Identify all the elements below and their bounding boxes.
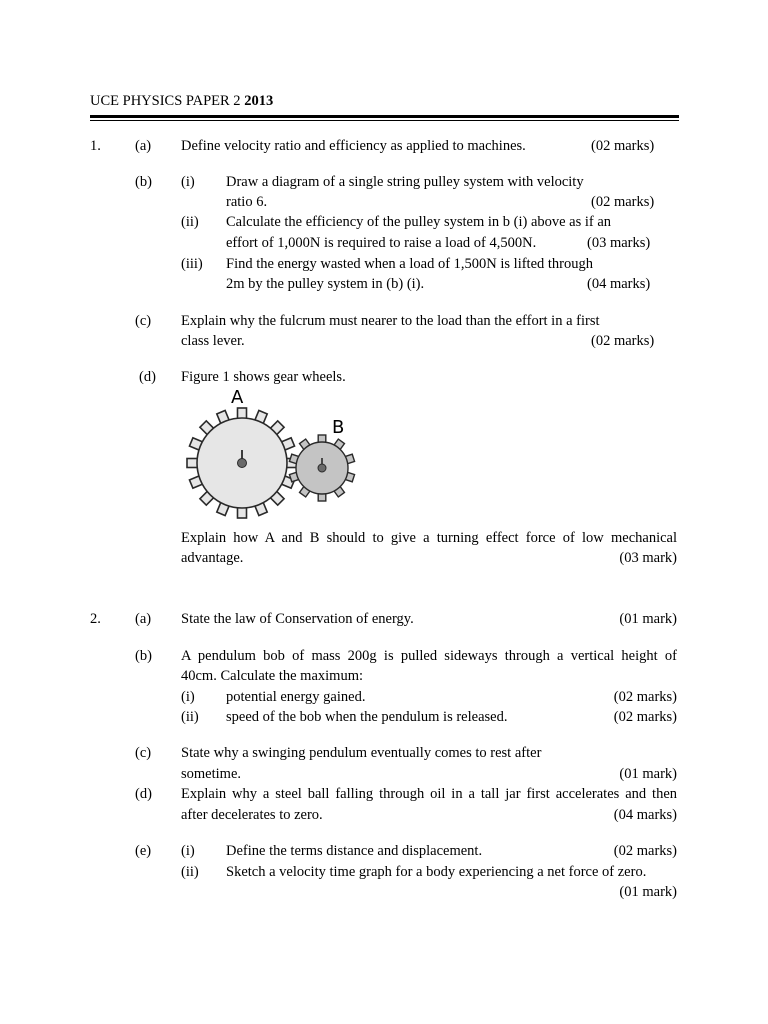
q2c-line2: sometime. [181, 766, 242, 782]
q1a-text: Define velocity ratio and efficiency as applied to machines. [181, 138, 526, 154]
q2d-line2: after decelerates to zero. [181, 807, 323, 823]
q1b-label: (b) [135, 174, 152, 190]
q2d-label: (d) [135, 786, 152, 802]
q1d-label: (d) [139, 369, 156, 385]
q2ei-text: Define the terms distance and displacement. [226, 843, 483, 859]
q1-number: 1. [90, 138, 101, 154]
q2b-label: (b) [135, 648, 152, 664]
q1d-marks: (03 mark) [619, 550, 677, 566]
q2bii-marks: (02 marks) [613, 709, 677, 725]
q2c-line1: State why a swinging pendulum eventually comes to rest after [181, 745, 542, 761]
q2a-marks: (01 mark) [619, 611, 677, 627]
q1bii-marks: (03 marks) [587, 235, 651, 251]
q1bi-label: (i) [181, 174, 195, 190]
header-rule-thin [90, 120, 679, 121]
q2a-label: (a) [135, 611, 152, 627]
title-prefix: UCE PHYSICS PAPER 2 [90, 93, 245, 109]
q1d-line1: Explain how A and B should to give a turning effect force of low mechanical [181, 530, 677, 546]
q1c-line2: class lever. [181, 333, 245, 349]
q1bi-line1: Draw a diagram of a single string pulley system with velocity [226, 174, 584, 190]
gear-a-label: A [231, 387, 244, 408]
title-year: 2013 [244, 93, 274, 109]
q2ei-label: (i) [181, 843, 195, 859]
q1biii-line1: Find the energy wasted when a load of 1,500N is lifted through [226, 256, 593, 272]
q2ei-marks: (02 marks) [613, 843, 677, 859]
q1c-line1: Explain why the fulcrum must nearer to the load than the effort in a first [181, 313, 600, 329]
q1bii-line1: Calculate the efficiency of the pulley system in b (i) above as if an [226, 214, 612, 230]
gear-b-label: B [332, 417, 345, 438]
q1a-label: (a) [135, 138, 152, 154]
q2b-line1: A pendulum bob of mass 200g is pulled sideways through a vertical height of [181, 648, 677, 664]
page-title [90, 94, 273, 109]
q2bi-marks: (02 marks) [613, 689, 677, 705]
q2bi-label: (i) [181, 689, 195, 705]
q2-number: 2. [90, 611, 101, 627]
q2c-marks: (01 mark) [619, 766, 677, 782]
q2bii-text: speed of the bob when the pendulum is released. [226, 709, 508, 725]
q2eii-text: Sketch a velocity time graph for a body experiencing a net force of zero. [226, 864, 647, 880]
q1c-marks: (02 marks) [591, 333, 655, 349]
q2c-label: (c) [135, 745, 152, 761]
q1biii-line2: 2m by the pulley system in (b) (i). [226, 276, 425, 292]
q1bi-line2: ratio 6. [226, 194, 268, 210]
q2bi-text: potential energy gained. [226, 689, 366, 705]
q2e-label: (e) [135, 843, 152, 859]
q2d-line1: Explain why a steel ball falling through oil in a tall jar first accelerates and then [181, 786, 677, 802]
q2d-marks: (04 marks) [613, 807, 677, 823]
q1c-label: (c) [135, 313, 152, 329]
q2a-text: State the law of Conservation of energy. [181, 611, 414, 627]
q2bii-label: (ii) [181, 709, 199, 725]
header-rule-thick [90, 115, 679, 118]
q1d-intro: Figure 1 shows gear wheels. [181, 369, 346, 385]
q2b-line2: 40cm. Calculate the maximum: [181, 668, 364, 684]
gear-b-icon [289, 435, 354, 501]
q1bii-line2: effort of 1,000N is required to raise a load of 4,500N. [226, 235, 537, 251]
q2eii-label: (ii) [181, 864, 199, 880]
q2eii-marks: (01 mark) [619, 884, 677, 900]
q1bii-label: (ii) [181, 214, 199, 230]
q1a-marks: (02 marks) [591, 138, 655, 154]
q1biii-label: (iii) [181, 256, 203, 272]
gear-figure [178, 385, 368, 521]
q1d-line2: advantage. [181, 550, 244, 566]
q1bi-marks: (02 marks) [591, 194, 655, 210]
gear-a-icon [187, 408, 297, 518]
q1biii-marks: (04 marks) [587, 276, 651, 292]
